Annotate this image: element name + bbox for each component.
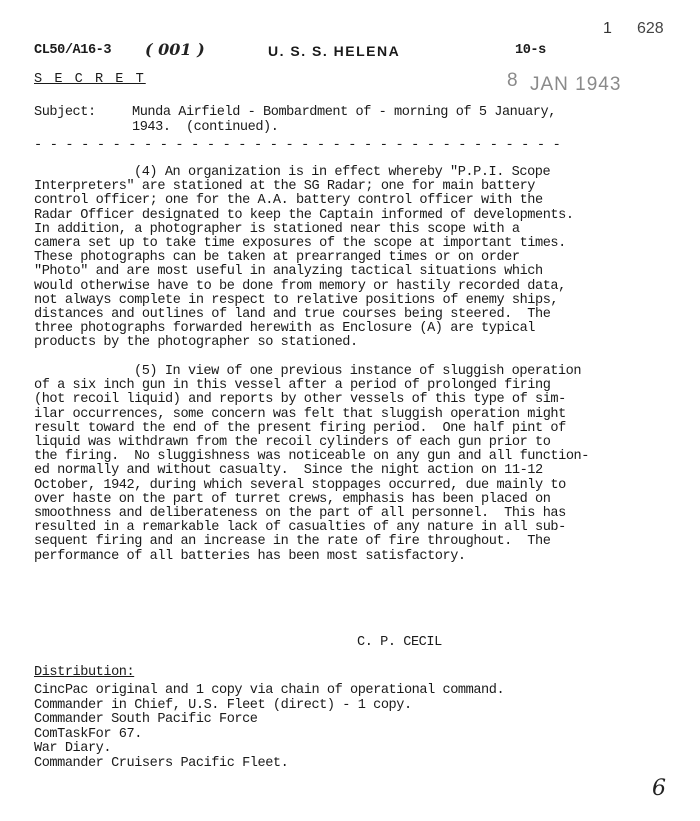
paragraph-line: three photographs forwarded herewith as Enclosure (A) are typical bbox=[34, 321, 535, 337]
distribution-item: Commander in Chief, U.S. Fleet (direct) - 1 copy. bbox=[34, 697, 412, 713]
paragraph-line: camera set up to take time exposures of the scope at important times. bbox=[34, 236, 566, 251]
paragraph-line: products by the photographer so stationed. bbox=[34, 335, 358, 351]
paragraph-line: the firing. No sluggishness was noticeable on any gun and all function- bbox=[34, 449, 589, 465]
paragraph-line: These photographs can be taken at prearranged times or on order bbox=[34, 250, 520, 266]
ship-name: U. S. S. HELENA bbox=[268, 43, 401, 59]
signature: C. P. CECIL bbox=[357, 635, 442, 650]
subject-label: Subject: bbox=[34, 105, 96, 120]
file-code: CL50/A16-3 bbox=[34, 43, 112, 58]
page-code: 10-s bbox=[515, 43, 546, 58]
subject-line-2: 1943. (continued). bbox=[132, 120, 279, 135]
paragraph-line: "Photo" and are most useful in analyzing tactical situations which bbox=[34, 264, 543, 280]
paragraph-line: would otherwise have to be done from memory or hastily recorded data, bbox=[34, 278, 566, 294]
paragraph-line: distances and outlines of land and true courses being steered. The bbox=[34, 307, 551, 322]
distribution-item: War Diary. bbox=[34, 741, 112, 756]
paragraph-line: October, 1942, during which several stoppages occurred, due mainly to bbox=[34, 477, 566, 493]
distribution-item: ComTaskFor 67. bbox=[34, 726, 142, 742]
paragraph-line: performance of all batteries has been most satisfactory. bbox=[34, 548, 466, 564]
date-stamp-day: 8 bbox=[507, 70, 519, 91]
paragraph-line: (hot recoil liquid) and reports by other vessels of this type of sim- bbox=[34, 392, 566, 408]
paragraph-line: control officer; one for the A.A. battery control officer with the bbox=[34, 193, 543, 209]
paragraph-line: Radar Officer designated to keep the Captain informed of developments. bbox=[34, 207, 574, 223]
paragraph-line: resulted in a remarkable lack of casualties of any nature in all sub- bbox=[34, 520, 566, 536]
classification: S E C R E T bbox=[34, 72, 146, 87]
handwritten-serial: ( 001 ) bbox=[145, 40, 205, 59]
paragraph-line: ilar occurrences, some concern was felt that sluggish operation might bbox=[34, 406, 566, 422]
paragraph-line: ed normally and without casualty. Since the night action on 11-12 bbox=[34, 463, 543, 479]
distribution-item: CincPac original and 1 copy via chain of operational command. bbox=[34, 683, 505, 698]
paragraph-line: Interpreters" are stationed at the SG Radar; one for main battery bbox=[34, 179, 535, 195]
paragraph-line: of a six inch gun in this vessel after a period of prolonged firing bbox=[34, 378, 551, 394]
paragraph-line: result toward the end of the present firing period. One half pint of bbox=[34, 420, 566, 436]
distribution-title: Distribution: bbox=[34, 665, 135, 680]
paragraph-line: (4) An organization is in effect whereby "P.P.I. Scope bbox=[134, 165, 551, 180]
subject-line-1: Munda Airfield - Bombardment of - morning of 5 January, bbox=[132, 105, 556, 120]
distribution-item: Commander South Pacific Force bbox=[34, 712, 258, 727]
page-number: 628 bbox=[637, 20, 664, 37]
date-stamp: JAN 1943 bbox=[530, 74, 622, 95]
paragraph-line: (5) In view of one previous instance of sluggish operation bbox=[134, 364, 582, 379]
paragraph-line: In addition, a photographer is stationed near this scope with a bbox=[34, 221, 520, 237]
paragraph-line: liquid was withdrawn from the recoil cylinders of each gun prior to bbox=[34, 435, 551, 450]
paragraph-line: sequent firing and an increase in the rate of fire throughout. The bbox=[34, 534, 551, 550]
separator-line: - - - - - - - - - - - - - - - - - - - - - - - - - - - - - - - - - - bbox=[34, 138, 561, 153]
paragraph-line: not always complete in respect to relative positions of enemy ships, bbox=[34, 292, 559, 308]
paragraph-line: smoothness and deliberateness on the part of all personnel. This has bbox=[34, 506, 566, 521]
page-prefix-mark: 1 bbox=[603, 20, 612, 37]
distribution-item: Commander Cruisers Pacific Fleet. bbox=[34, 755, 289, 771]
handwritten-page-mark: 6 bbox=[652, 776, 666, 801]
paragraph-line: over haste on the part of turret crews, emphasis has been placed on bbox=[34, 491, 551, 507]
